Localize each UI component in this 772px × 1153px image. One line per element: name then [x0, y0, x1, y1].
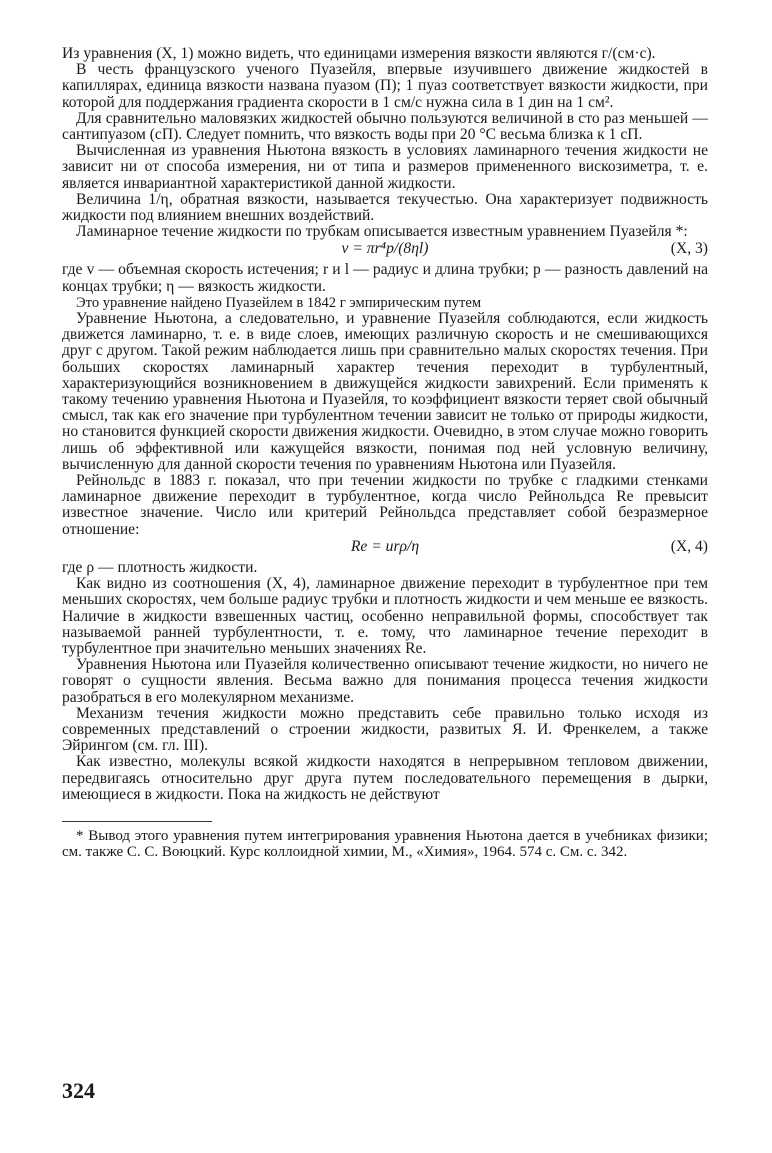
text-block-middle — [62, 262, 708, 537]
text-block-intro — [62, 46, 708, 240]
paragraph: где ρ — плотность жидкости. — [62, 558, 258, 576]
equation-body: v = πr⁴p/(8ηl) — [341, 240, 429, 258]
text-block-end — [62, 560, 708, 803]
equation-poiseuille — [62, 241, 708, 261]
paragraph: Уравнения Ньютона или Пуазейля количественно описывают течение жидкости, но ничего не говорят о сущности явления. Весьма важно для понимания процесса течения жидкости разобраться в его молекулярном механизме. — [62, 656, 708, 706]
paragraph: Это уравнение найдено Пуазейлем в 1842 г эмпирическим путем — [76, 294, 482, 311]
paragraph: Для сравнительно маловязких жидкостей обычно пользуются величиной в сто раз меньшей — сантипуазом (сП). Следует помнить, что вязкость воды при 20 °С весьма близка к 1 сП. — [62, 109, 708, 144]
paragraph: Ламинарное течение жидкости по трубкам описывается известным уравнением Пуазейля *: — [76, 223, 688, 241]
equation-reynolds — [62, 539, 708, 559]
paragraph: Механизм течения жидкости можно представить себе правильно только исходя из современных представлений о строении жидкости, развитых Я. И. Френкелем, а также Эйрингом (см. гл. III). — [62, 704, 708, 755]
paragraph: Рейнольдс в 1883 г. показал, что при течении жидкости по трубке с гладкими стенками ламинарное движение переходит в турбулентное, когда число Рейнольдса Re превысит известное значение. Число или критерий Рейнольдса представляет собой безразмерное отношение: — [62, 472, 708, 538]
equation-body: Re = urρ/η — [350, 537, 420, 555]
equation-number: (X, 3) — [670, 240, 708, 258]
page-number: 324 — [62, 1078, 95, 1103]
paragraph: Как видно из соотношения (X, 4), ламинарное движение переходит в турбулентное при тем меньших скоростях, чем больше радиус трубки и плотность жидкости и чем меньше ее вязкость. Наличие в жидкости взвешенных частиц, особенно неправильной формы, способствует так называемой ранней турбулентности, т. е. тому, что ламинарное течение переходит в турбулентное при значительно меньших значениях Re. — [62, 575, 708, 657]
paragraph: Уравнение Ньютона, а следовательно, и уравнение Пуазейля соблюдаются, если жидкость движется ламинарно, т. е. в виде слоев, имеющих различную скорость и не смешивающихся друг с другом. Такой режим наблюдается лишь при сравнительно малых скоростях течения. При больших скоростях ламинарный характер течения переходит в турбулентный, характеризующийся возникновением в движущейся жидкости завихрений. Если применять к такому течению уравнения Ньютона и Пуазейля, то коэффициент вязкости теряет свой обычный смысл, так как его значение при турбулентном течении зависит не только от природы жидкости, но становится функцией скорости движения жидкости. Очевидно, в этом случае можно говорить лишь об эффективной или кажущейся вязкости, понимая под ней условную величину, вычисленную для данной скорости течения по уравнениям Ньютона или Пуазейля. — [62, 310, 708, 473]
paragraph: В честь французского ученого Пуазейля, впервые изучившего движение жидкостей в капиллярах, единица вязкости названа пуазом (П); 1 пуаз соответствует вязкости жидкости, при которой для поддержания градиента скорости в 1 см/с нужна сила в 1 дин на 1 см². — [62, 61, 708, 111]
paragraph: Как известно, молекулы всякой жидкости находятся в непрерывном тепловом движении, передвигаясь относительно друг друга путем последовательного перемещения в дырки, имеющиеся в жидкости. Пока на жидкость не действуют — [62, 753, 708, 803]
paragraph: Из уравнения (X, 1) можно видеть, что единицами измерения вязкости являются г/(см·с). — [62, 45, 656, 62]
equation-number: (X, 4) — [670, 537, 708, 555]
paragraph: Величина 1/η, обратная вязкости, называется текучестью. Она характеризует подвижность жидкости под влиянием внешних воздействий. — [62, 190, 708, 225]
paragraph: где v — объемная скорость истечения; r и l — радиус и длина трубки; p — разность давлений на концах трубки; η — вязкость жидкости. — [62, 261, 708, 295]
footnote: * Вывод этого уравнения путем интегрирования уравнения Ньютона дается в учебниках физики; см. также С. С. Воюцкий. Курс коллоидной химии, М., «Химия», 1964. 574 с. См. с. 342. — [62, 827, 708, 861]
footnote-divider — [62, 821, 212, 822]
page-body — [62, 46, 708, 861]
paragraph: Вычисленная из уравнения Ньютона вязкость в условиях ламинарного течения жидкости не зависит ни от способа измерения, ни от типа и размеров примененного вискозиметра, т. е. является инвариантной характеристикой данной жидкости. — [62, 142, 708, 192]
